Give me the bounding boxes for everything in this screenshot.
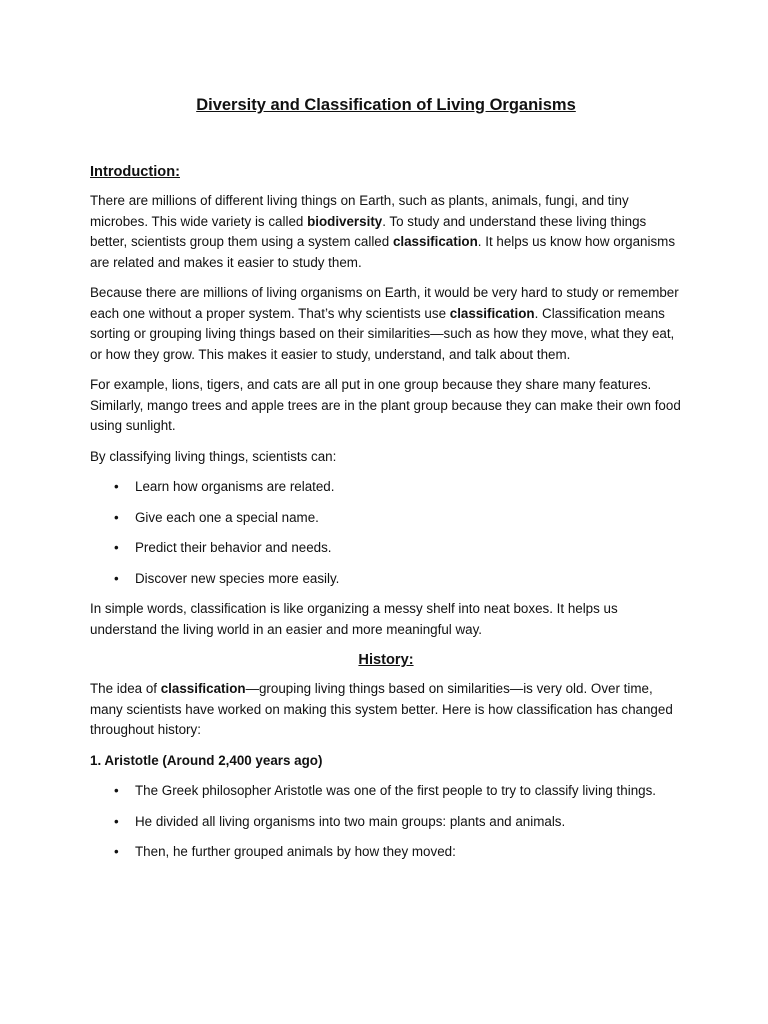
intro-paragraph-5: In simple words, classification is like organizing a messy shelf into neat boxes. It helps us understand the living world in an easier and more meaningful way. — [90, 601, 618, 637]
text-run: There are millions of different living things on Earth, such as plants, animals, fungi, and tiny microbes. This wide variety is called — [90, 193, 629, 229]
aristotle-list — [90, 781, 682, 863]
history-heading: History: — [358, 652, 414, 668]
document-page — [90, 94, 682, 873]
text-run: . It helps us know how organisms are related and makes it easier to study them. — [90, 234, 676, 270]
text-run: —grouping living things based on similarities—is very old. Over time, many scientists have worked on making this system better. Here is how classification has changed throughout history: — [90, 681, 673, 737]
list-item: • The Greek philosopher Aristotle was one of the first people to try to classify living things. — [135, 781, 682, 802]
bold-term-classification: classification — [392, 234, 478, 249]
aristotle-subheading: 1. Aristotle (Around 2,400 years ago) — [90, 752, 323, 768]
text-run: The idea of — [90, 681, 161, 696]
document-title: Diversity and Classification of Living Organisms — [196, 96, 576, 114]
intro-paragraph-2 — [90, 283, 682, 365]
list-item: • Give each one a special name. — [135, 508, 682, 529]
list-item: • He divided all living organisms into two main groups: plants and animals. — [135, 812, 682, 833]
benefits-list — [90, 477, 682, 589]
list-item: • Discover new species more easily. — [135, 569, 682, 590]
intro-paragraph-1 — [90, 191, 682, 273]
bold-term-classification: classification — [449, 305, 535, 321]
text-run: Because there are millions of living organisms on Earth, it would be very hard to study or remember each one without a proper system. That’s why scientists use — [90, 285, 679, 321]
intro-paragraph-4: By classifying living things, scientists can: — [90, 448, 337, 464]
list-item: • Predict their behavior and needs. — [135, 538, 682, 559]
list-item: • Learn how organisms are related. — [135, 477, 682, 498]
history-paragraph-1 — [90, 679, 682, 741]
text-run: . Classification means sorting or grouping living things based on their similarities—such as how they move, what they eat, or how they grow. This makes it easier to study, understand, and talk about them. — [90, 305, 675, 362]
intro-paragraph-3: For example, lions, tigers, and cats are all put in one group because they share many features. Similarly, mango trees and apple trees are in the plant group because they can make their own food using sunlight. — [90, 377, 681, 433]
list-item: • Then, he further grouped animals by how they moved: — [135, 842, 682, 863]
bold-term-biodiversity: biodiversity — [307, 213, 383, 229]
text-run: . To study and understand these living things better, scientists group them using a system called — [90, 213, 647, 249]
bold-term-classification: classification — [160, 681, 246, 696]
introduction-heading: Introduction: — [90, 164, 180, 180]
